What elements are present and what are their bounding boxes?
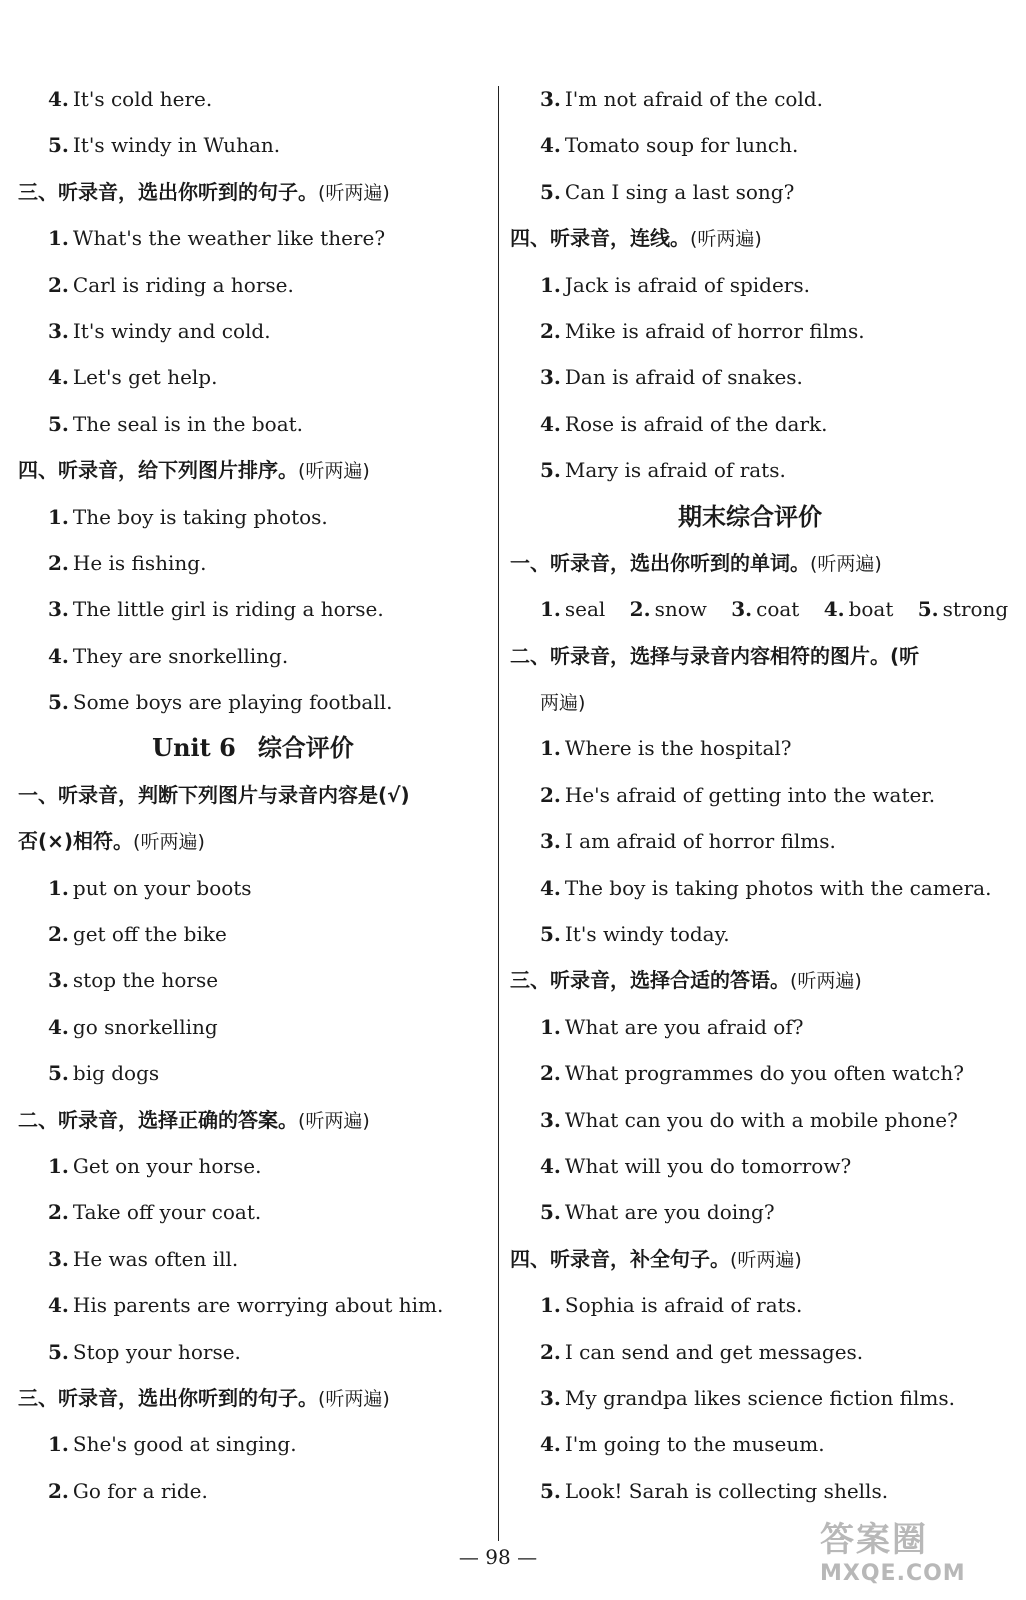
list-item: 3. It's windy and cold.	[48, 318, 271, 343]
list-item: 5. What are you doing?	[540, 1200, 775, 1225]
list-item: 2. I can send and get messages.	[540, 1339, 864, 1364]
list-item: 2. Take off your coat.	[48, 1200, 262, 1225]
list-item: 3. What can you do with a mobile phone?	[540, 1107, 958, 1132]
unit-title: Unit 6 综合评价	[152, 733, 354, 763]
page-number: — 98 —	[458, 1545, 538, 1569]
section-heading: 四、听录音，连线。(听两遍)	[510, 226, 762, 251]
list-item: 3. He was often ill.	[48, 1246, 239, 1271]
list-item: 3. stop the horse	[48, 968, 219, 993]
list-item: 4. What will you do tomorrow?	[540, 1153, 852, 1178]
word-list: 1. seal 2. snow 3. coat 4. boat 5. strong	[540, 597, 1009, 622]
list-item: 2. Go for a ride.	[48, 1478, 208, 1503]
list-item: 2. Carl is riding a horse.	[48, 272, 294, 297]
section-heading: 二、听录音，选择正确的答案。(听两遍)	[18, 1107, 370, 1132]
section-heading: 三、听录音，选择合适的答语。(听两遍)	[510, 968, 862, 993]
list-item: 3. Dan is afraid of snakes.	[540, 365, 803, 390]
list-item: 1. The boy is taking photos.	[48, 504, 328, 529]
list-item: 1. Jack is afraid of spiders.	[540, 272, 810, 297]
list-item: 4. It's cold here.	[48, 87, 213, 111]
list-item: 5. big dogs	[48, 1061, 160, 1086]
list-item: 3. I am afraid of horror films.	[540, 829, 836, 854]
section-heading: 四、听录音，给下列图片排序。(听两遍)	[18, 458, 370, 483]
section-heading: 三、听录音，选出你听到的句子。(听两遍)	[18, 179, 390, 204]
list-item: 4. Rose is afraid of the dark.	[540, 411, 828, 436]
section-heading: 一、听录音，选出你听到的单词。(听两遍)	[510, 550, 882, 575]
list-item: 3. I'm not afraid of the cold.	[540, 87, 824, 111]
list-item: 5. Look! Sarah is collecting shells.	[540, 1478, 889, 1503]
list-item: 5. Stop your horse.	[48, 1339, 241, 1364]
section-heading-cont: 两遍)	[540, 692, 586, 715]
section-heading-cont: 否(×)相符。(听两遍)	[18, 829, 205, 854]
list-item: 3. The little girl is riding a horse.	[48, 597, 384, 622]
final-title: 期末综合评价	[678, 502, 822, 531]
watermark-url: MXQE.COM	[820, 1561, 966, 1586]
list-item: 5. Some boys are playing football.	[48, 690, 393, 715]
watermark-logo	[820, 1512, 990, 1594]
list-item: 5. It's windy today.	[540, 922, 730, 947]
list-item: 4. Let's get help.	[48, 365, 218, 390]
section-heading: 二、听录音，选择与录音内容相符的图片。(听	[510, 643, 920, 668]
list-item: 3. My grandpa likes science fiction films.	[540, 1385, 955, 1410]
list-item: 2. What programmes do you often watch?	[540, 1061, 964, 1086]
list-item: 4. Tomato soup for lunch.	[540, 133, 799, 158]
list-item: 1. Sophia is afraid of rats.	[540, 1293, 803, 1318]
list-item: 1. What's the weather like there?	[48, 226, 386, 251]
list-item: 2. He is fishing.	[48, 550, 207, 575]
left-column	[18, 76, 488, 1514]
list-item: 2. get off the bike	[48, 922, 227, 947]
list-item: 1. Where is the hospital?	[540, 736, 792, 761]
section-heading: 四、听录音，补全句子。(听两遍)	[510, 1246, 802, 1271]
list-item: 5. It's windy in Wuhan.	[48, 133, 281, 158]
list-item: 1. What are you afraid of?	[540, 1014, 804, 1039]
list-item: 1. put on your boots	[48, 875, 252, 900]
list-item: 4. The boy is taking photos with the camera.	[540, 875, 992, 900]
list-item: 4. They are snorkelling.	[48, 643, 289, 668]
list-item: 1. She's good at singing.	[48, 1432, 297, 1457]
list-item: 2. He's afraid of getting into the water.	[540, 782, 936, 807]
list-item: 5. Mary is afraid of rats.	[540, 458, 786, 483]
list-item: 1. Get on your horse.	[48, 1153, 262, 1178]
list-item: 4. I'm going to the museum.	[540, 1432, 825, 1457]
list-item: 5. Can I sing a last song?	[540, 179, 795, 204]
list-item: 4. go snorkelling	[48, 1014, 218, 1039]
list-item: 4. His parents are worrying about him.	[48, 1293, 444, 1318]
column-divider	[498, 86, 499, 1541]
list-item: 2. Mike is afraid of horror films.	[540, 318, 865, 343]
right-column	[510, 76, 1009, 1514]
watermark-text: 答案圈	[820, 1520, 928, 1560]
section-heading: 一、听录音，判断下列图片与录音内容是(√)	[18, 782, 410, 807]
list-item: 5. The seal is in the boat.	[48, 411, 304, 436]
section-heading: 三、听录音，选出你听到的句子。(听两遍)	[18, 1385, 390, 1410]
